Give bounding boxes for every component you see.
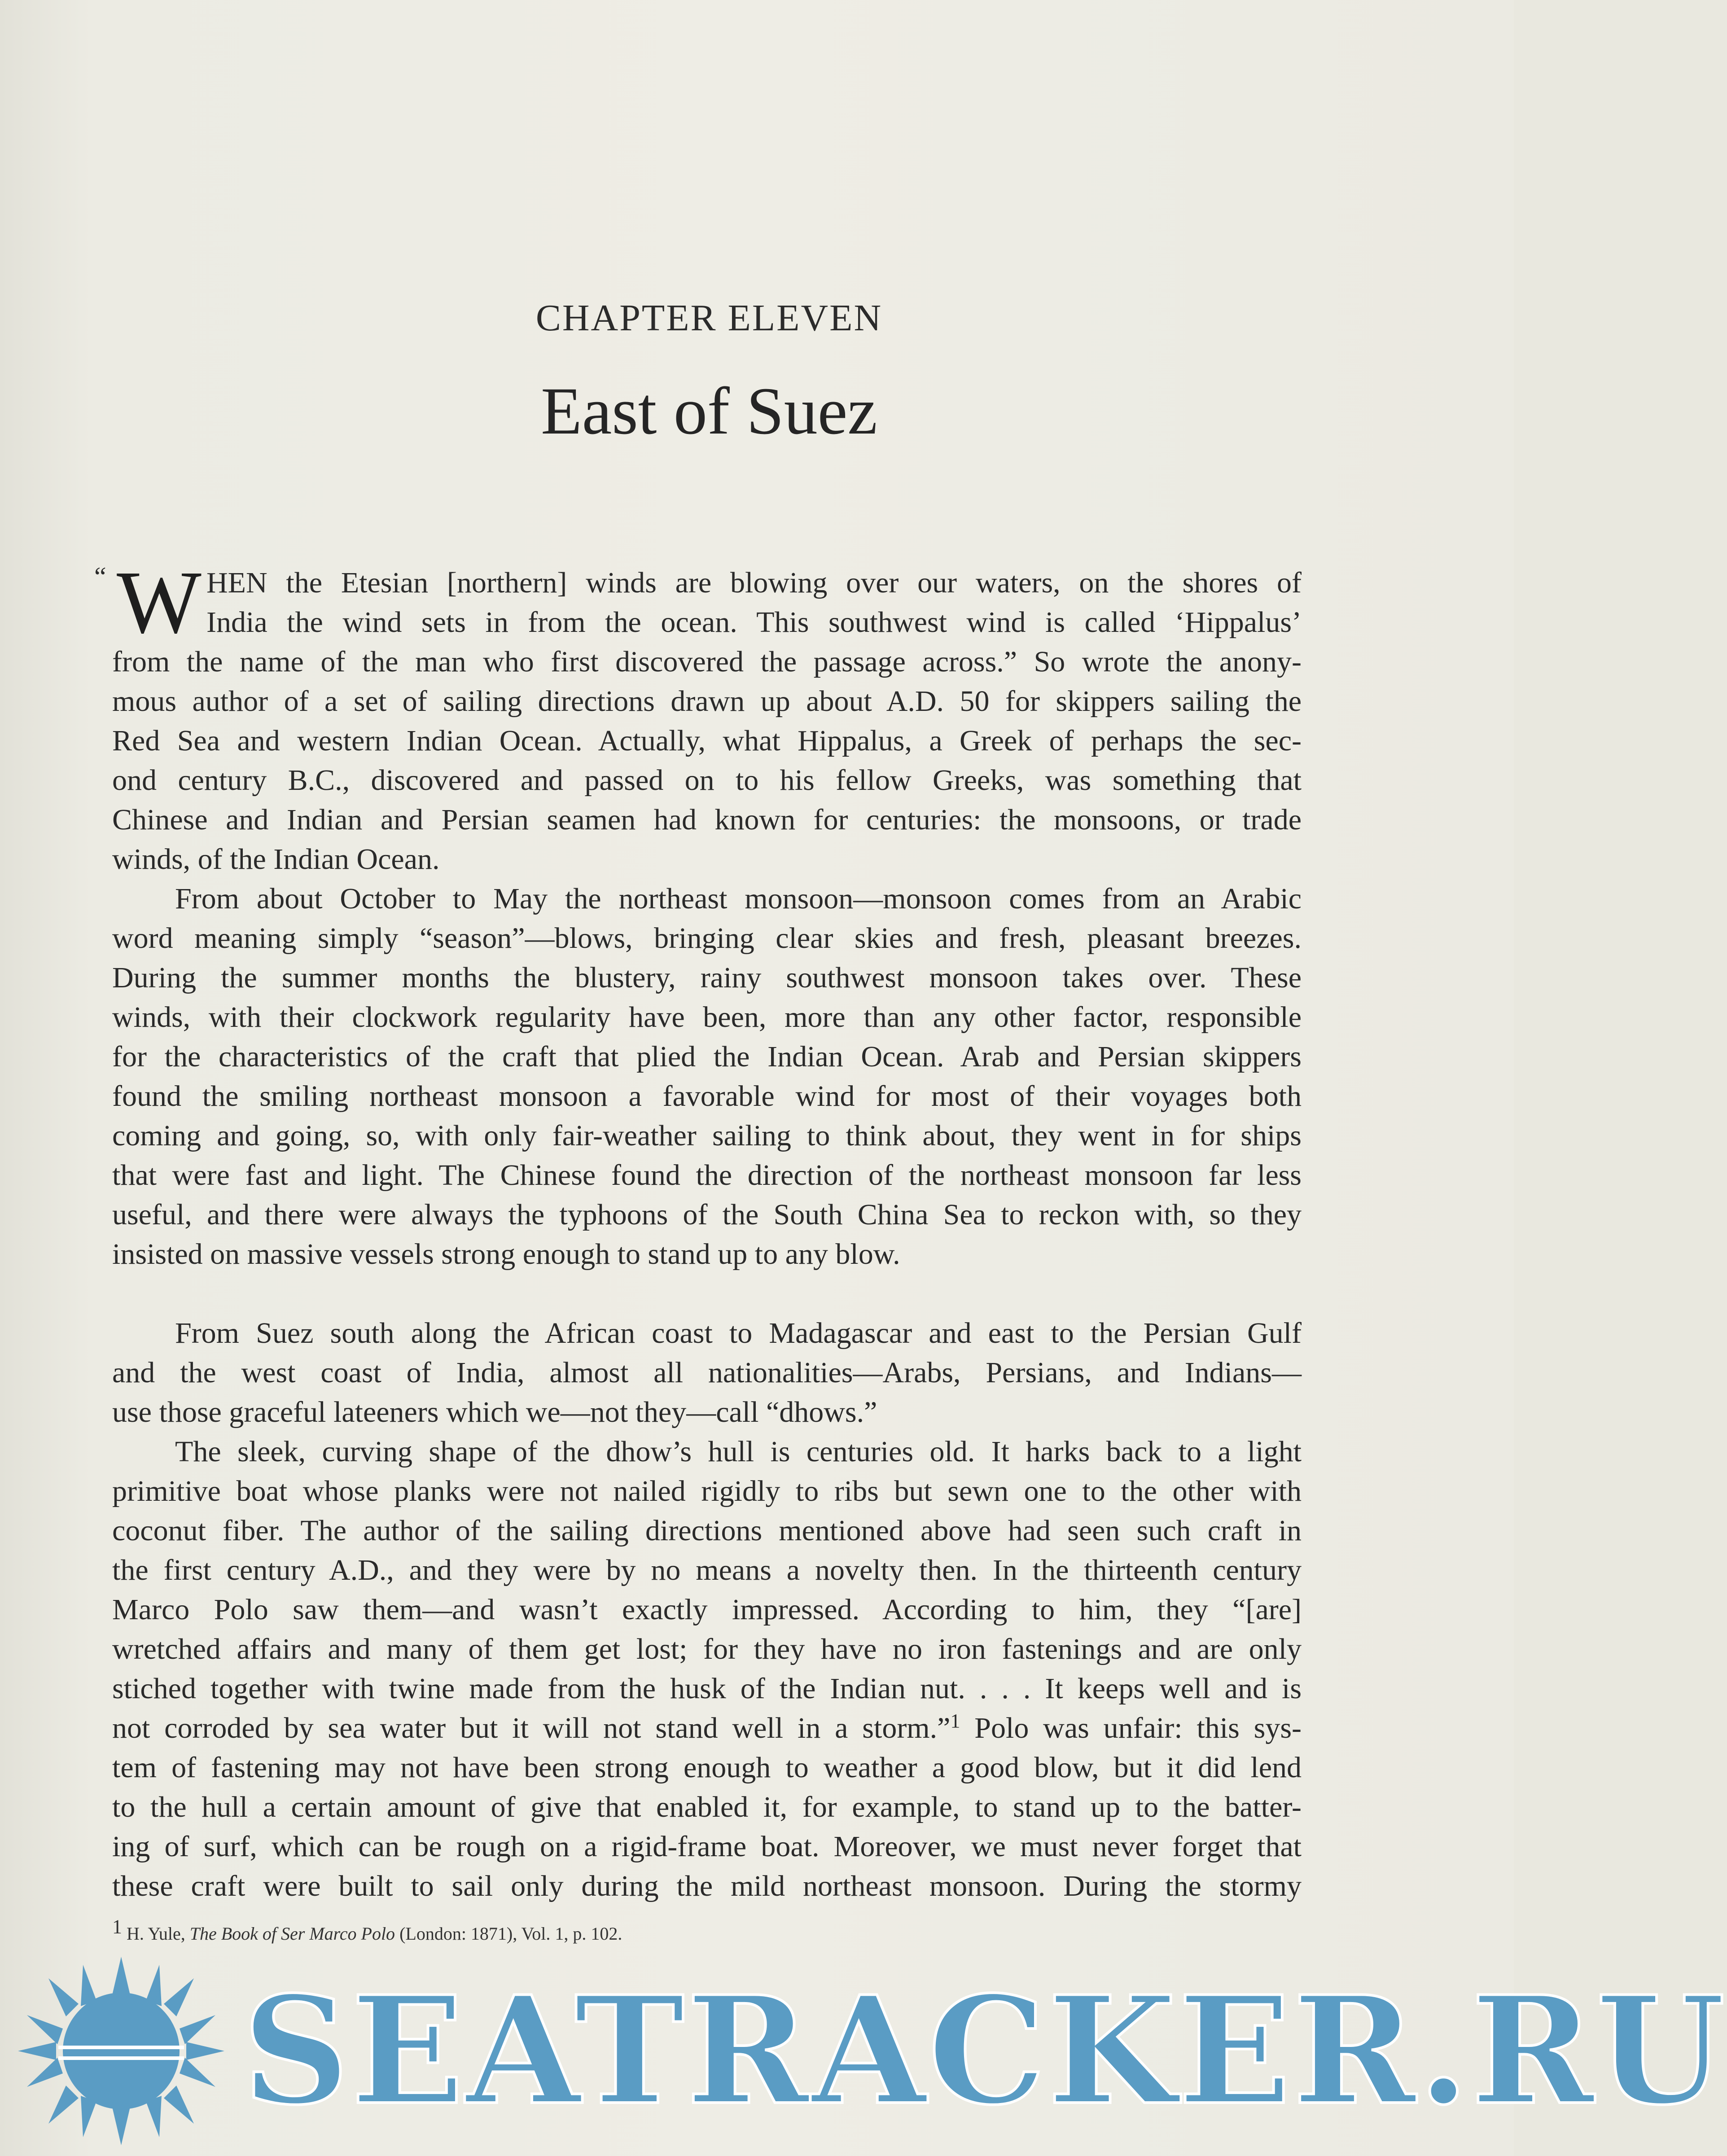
- text-line: HEN the Etesian [northern] winds are blowing over our waters, on the shores of: [206, 566, 1302, 599]
- chapter-title: East of Suez: [541, 374, 877, 448]
- sun-icon: [0, 1943, 251, 2156]
- text-line: stiched together with twine made from the husk of the Indian nut. . . . It keeps well and is: [112, 1672, 1302, 1705]
- text-line: From Suez south along the African coast to Madagascar and east to the Persian Gulf: [175, 1317, 1302, 1350]
- text-line: coconut fiber. The author of the sailing directions mentioned above had seen such craft in: [112, 1514, 1302, 1547]
- text-line: Red Sea and western Indian Ocean. Actually, what Hippalus, a Greek of perhaps the sec-: [112, 724, 1302, 757]
- opening-quote: “: [94, 562, 106, 592]
- text-line: During the summer months the blustery, rainy southwest monsoon takes over. These: [112, 961, 1302, 994]
- text-line: Chinese and Indian and Persian seamen had known for centuries: the monsoons, or trade: [112, 803, 1302, 836]
- chapter-label: CHAPTER ELEVEN: [535, 297, 883, 339]
- text-line: found the smiling northeast monsoon a favorable wind for most of their voyages both: [112, 1080, 1302, 1113]
- text-line: word meaning simply “season”—blows, bringing clear skies and fresh, pleasant breezes.: [112, 922, 1302, 955]
- text-line: ing of surf, which can be rough on a rigid-frame boat. Moreover, we must never forget that: [112, 1830, 1302, 1863]
- text-line: tem of fastening may not have been strong enough to weather a good blow, but it did lend: [112, 1751, 1302, 1784]
- footnote-marker: 1: [112, 1915, 122, 1938]
- paragraph-3: [112, 1314, 1302, 1432]
- paragraph-4: [112, 1432, 1302, 1906]
- text-line: to the hull a certain amount of give that enabled it, for example, to stand up to the batter-: [112, 1791, 1302, 1823]
- text-line: India the wind sets in from the ocean. This southwest wind is called ‘Hippalus’: [206, 606, 1302, 639]
- text-line: coming and going, so, with only fair-weather sailing to think about, they went in for ships: [112, 1119, 1302, 1152]
- drop-cap: W: [117, 553, 202, 652]
- text-line: From about October to May the northeast monsoon—monsoon comes from an Arabic: [175, 882, 1302, 915]
- footnote: [112, 1915, 622, 1944]
- text-line: for the characteristics of the craft that plied the Indian Ocean. Arab and Persian skippers: [112, 1040, 1302, 1073]
- text-line: from the name of the man who first discovered the passage across.” So wrote the anony-: [112, 645, 1302, 678]
- text-line: Marco Polo saw them—and wasn’t exactly impressed. According to him, they “[are]: [112, 1593, 1302, 1626]
- text-line: winds, with their clockwork regularity have been, more than any other factor, responsible: [112, 1001, 1302, 1034]
- text-line: primitive boat whose planks were not nailed rigidly to ribs but sewn one to the other with: [112, 1475, 1302, 1507]
- text-line: useful, and there were always the typhoons of the South China Sea to reckon with, so they: [112, 1198, 1302, 1231]
- body-text: [94, 553, 1302, 1906]
- footnote-author: H. Yule,: [127, 1924, 185, 1944]
- text-line: these craft were built to sail only during the mild northeast monsoon. During the stormy: [112, 1870, 1302, 1902]
- text-line-with-footnote: [112, 1709, 1302, 1748]
- section-gap: [112, 1274, 1302, 1314]
- text-line: use those graceful lateeners which we—not they—call “dhows.”: [112, 1396, 877, 1429]
- text-line: insisted on massive vessels strong enough to stand up to any blow.: [112, 1238, 900, 1271]
- watermark: [0, 1943, 1727, 2156]
- text-segment: not corroded by sea water but it will not stand well in a storm.”: [112, 1712, 951, 1744]
- text-line: ond century B.C., discovered and passed on to his fellow Greeks, was something that: [112, 764, 1302, 797]
- text-line: the first century A.D., and they were by no means a novelty then. In the thirteenth century: [112, 1554, 1302, 1586]
- text-line: and the west coast of India, almost all nationalities—Arabs, Persians, and Indians—: [112, 1356, 1302, 1389]
- text-line: The sleek, curving shape of the dhow’s hull is centuries old. It harks back to a light: [175, 1435, 1302, 1468]
- paragraph-2: [112, 879, 1302, 1274]
- footnote-details: (London: 1871), Vol. 1, p. 102.: [399, 1924, 622, 1944]
- text-line: mous author of a set of sailing directions drawn up about A.D. 50 for skippers sailing the: [112, 685, 1302, 718]
- footnote-book-title: The Book of Ser Marco Polo: [189, 1924, 395, 1944]
- footnote-ref[interactable]: 1: [950, 1710, 960, 1732]
- text-segment: Polo was unfair: this sys-: [960, 1712, 1302, 1744]
- text-line: that were fast and light. The Chinese found the direction of the northeast monsoon far less: [112, 1159, 1302, 1192]
- watermark-text: SEATRACKER.RU: [242, 1963, 1727, 2138]
- text-line: wretched affairs and many of them get lost; for they have no iron fastenings and are only: [112, 1633, 1302, 1665]
- text-line: winds, of the Indian Ocean.: [112, 843, 440, 876]
- paragraph-1: [94, 553, 1302, 879]
